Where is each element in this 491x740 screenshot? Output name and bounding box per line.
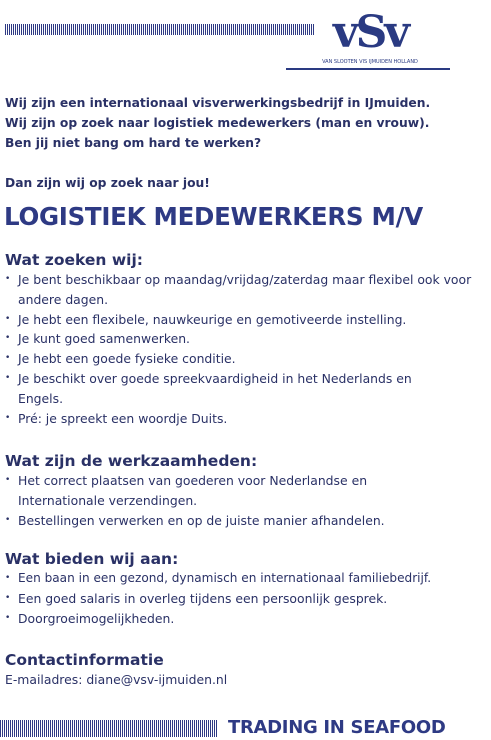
tasks-list [5, 471, 489, 530]
requirements-list [5, 270, 489, 428]
intro-text [5, 93, 485, 153]
intro-line: Ben jij niet bang om hard te werken? [5, 136, 262, 150]
list-item: • Pré: je spreekt een woordje Duits. [5, 409, 489, 429]
job-title: LOGISTIEK MEDEWERKERS M/V [4, 202, 423, 231]
contact-email[interactable]: E-mailadres: diane@vsv-ijmuiden.nl [5, 672, 228, 687]
section-heading: Wat zijn de werkzaamheden: [5, 452, 258, 470]
section-offer [5, 549, 489, 628]
list-item: • Het correct plaatsen van goederen voor Nederlandse en Internationale verzendingen. [5, 471, 489, 511]
list-item: • Je hebt een goede fysieke conditie. [5, 349, 489, 369]
logo-subtitle: VAN SLOOTEN VIS IJMUIDEN HOLLAND [322, 59, 418, 65]
offer-list [5, 569, 489, 628]
section-heading: Wat bieden wij aan: [5, 550, 179, 568]
header-stripe [5, 24, 315, 35]
list-item: • Je bent beschikbaar op maandag/vrijdag/zaterdag maar flexibel ook voor andere dagen. [5, 270, 489, 310]
list-item: • Je beschikt over goede spreekvaardigheid in het Nederlands en Engels. [5, 369, 489, 409]
section-requirements [5, 250, 489, 428]
intro-line: Wij zijn een internationaal visverwerkingsbedrijf in IJmuiden. [5, 96, 431, 110]
footer-stripe [0, 720, 218, 737]
list-item: • Je hebt een flexibele, nauwkeurige en gemotiveerde instelling. [5, 310, 489, 330]
logo-underline [286, 68, 450, 70]
section-heading: Contactinformatie [5, 651, 164, 669]
list-item: • Bestellingen verwerken en op de juiste manier afhandelen. [5, 511, 489, 531]
section-heading: Wat zoeken wij: [5, 251, 143, 269]
list-item: • Doorgroeimogelijkheden. [5, 609, 489, 629]
section-tasks [5, 451, 489, 530]
intro-tagline: Dan zijn wij op zoek naar jou! [5, 176, 210, 190]
intro-line: Wij zijn op zoek naar logistiek medewerkers (man en vrouw). [5, 116, 430, 130]
logo-wordmark: vSv [333, 7, 407, 58]
section-contact [5, 650, 489, 690]
list-item: • Een baan in een gezond, dynamisch en internationaal familiebedrijf. [5, 569, 489, 589]
footer-slogan: TRADING IN SEAFOOD [228, 717, 446, 738]
list-item: • Een goed salaris in overleg tijdens een persoonlijk gesprek. [5, 589, 489, 609]
list-item: • Je kunt goed samenwerken. [5, 329, 489, 349]
